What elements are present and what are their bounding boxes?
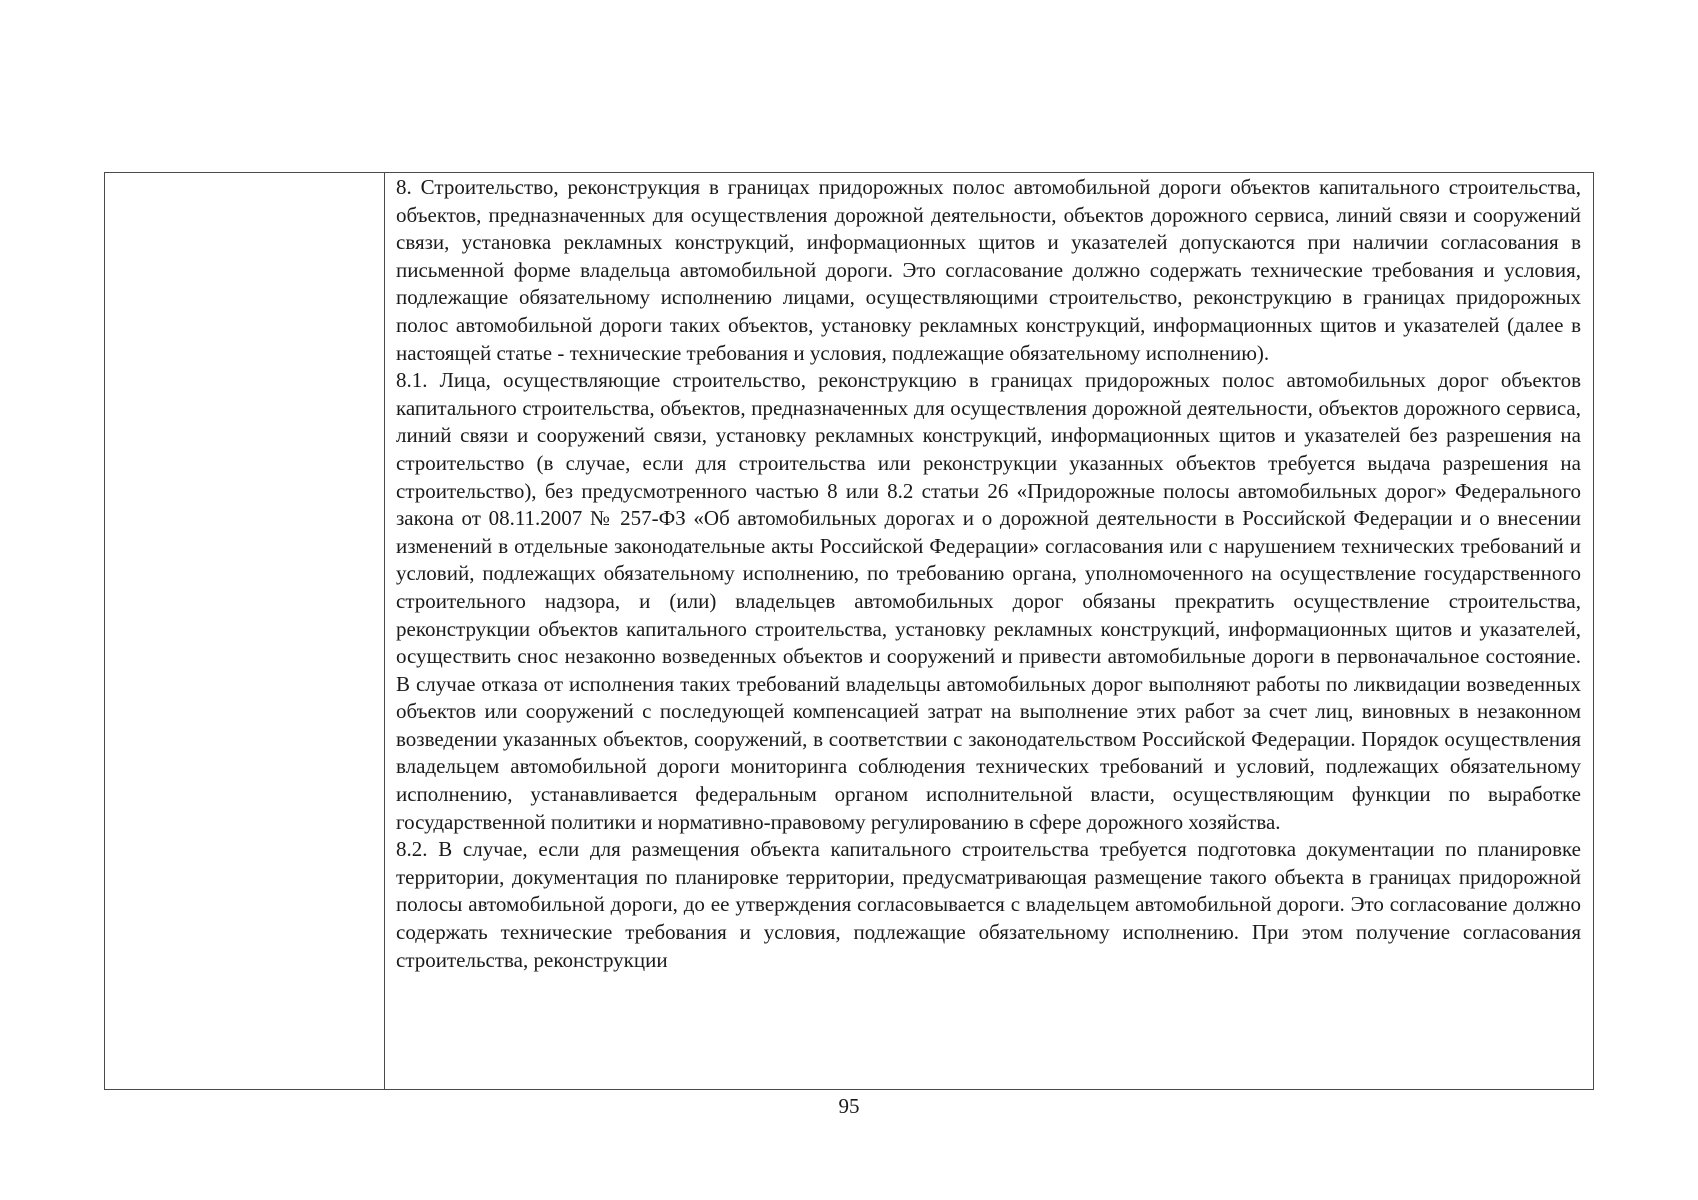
paragraph-8-1: 8.1. Лица, осуществляющие строительство, реконструкцию в границах придорожных полос автомобильных дорог объектов капитального строительства, объектов, предназначенных для осуществления дорожной деятельности, объектов дорожного сервиса, линий связи и сооружений связи, установку рекламных конструкций, информационных щитов и указателей без разрешения на строительство (в случае, если для строительства или реконструкции указанных объектов требуется выдача разрешения на строительство), без предусмотренного частью 8 или 8.2 статьи 26 «Придорожные полосы автомобильных дорог» Федерального закона от 08.11.2007 № 257-ФЗ «Об автомобильных дорогах и о дорожной деятельности в Российской Федерации и о внесении изменений в отдельные законодательные акты Российской Федерации» согласования или с нарушением технических требований и условий, подлежащих обязательному исполнению, по требованию органа, уполномоченного на осуществление государственного строительного надзора, и (или) владельцев автомобильных дорог обязаны прекратить осуществление строительства, реконструкции объектов капитального строительства, установку рекламных конструкций, информационных щитов и указателей, осуществить снос незаконно возведенных объектов и сооружений и привести автомобильные дороги в первоначальное состояние. В случае отказа от исполнения таких требований владельцы автомобильных дорог выполняют работы по ликвидации возведенных объектов или сооружений с последующей компенсацией затрат на выполнение этих работ за счет лиц, виновных в незаконном возведении указанных объектов, сооружений, в соответствии с законодательством Российской Федерации. Порядок осуществления владельцем автомобильной дороги мониторинга соблюдения технических требований и условий, подлежащих обязательному исполнению, устанавливается федеральным органом исполнительной власти, осуществляющим функции по выработке государственной политики и нормативно-правовому регулированию в сфере дорожного хозяйства. <box>396 368 1581 834</box>
document-table <box>104 172 1594 1090</box>
table-left-column <box>105 173 385 1089</box>
table-right-column <box>385 173 1593 1089</box>
paragraph-8-2: 8.2. В случае, если для размещения объекта капитального строительства требуется подготовка документации по планировке территории, документация по планировке территории, предусматривающая размещение такого объекта в границах придорожной полосы автомобильной дороги, до ее утверждения согласовывается с владельцем автомобильной дороги. Это согласование должно содержать технические требования и условия, подлежащие обязательному исполнению. При этом получение согласования строительства, реконструкции <box>396 837 1581 972</box>
page-number: 95 <box>838 1094 860 1118</box>
paragraph-8: 8. Строительство, реконструкция в границах придорожных полос автомобильной дороги объектов капитального строительства, объектов, предназначенных для осуществления дорожной деятельности, объектов дорожного сервиса, линий связи и сооружений связи, установка рекламных конструкций, информационных щитов и указателей допускаются при наличии согласования в письменной форме владельца автомобильной дороги. Это согласование должно содержать технические требования и условия, подлежащие обязательному исполнению лицами, осуществляющими строительство, реконструкцию в границах придорожных полос автомобильной дороги таких объектов, установку рекламных конструкций, информационных щитов и указателей (далее в настоящей статье - технические требования и условия, подлежащие обязательному исполнению). <box>396 175 1581 365</box>
